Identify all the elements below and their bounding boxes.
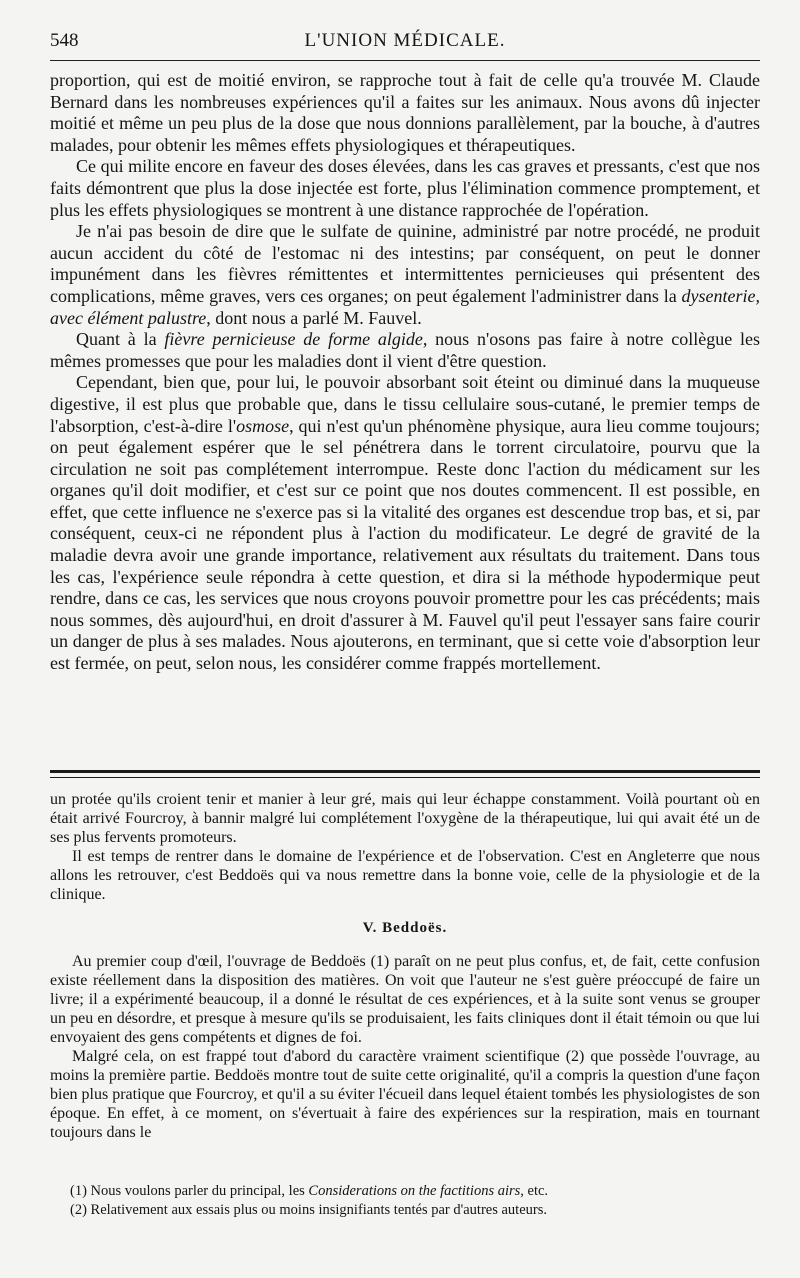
footnote-1: (1) Nous voulons parler du principal, les Considerations on the factitions airs, etc. — [70, 1183, 549, 1199]
page-number: 548 — [50, 30, 79, 51]
paragraph: Ce qui milite encore en faveur des doses élevées, dans les cas graves et pressants, c'est que nos faits démontrent que plus la dose injectée est forte, plus l'élimination commence promptement, et plus les effets physiologiques se montrent à une distance rapprochée de l'opération. — [50, 156, 760, 220]
paragraph: Quant à la fièvre pernicieuse de forme algide, nous n'osons pas faire à notre collègue les mêmes promesses que pour les maladies dont il vient d'être question. — [50, 329, 760, 371]
footnote-2: (2) Relativement aux essais plus ou moins insignifiants tentés par d'autres auteurs. — [70, 1202, 547, 1218]
running-header — [50, 28, 760, 62]
paragraph: Au premier coup d'œil, l'ouvrage de Beddoës (1) paraît on ne peut plus confus, et, de fait, cette confusion existe réellement dans la disposition des matières. On voit que l'auteur ne s'est guère préoccupé de faire un livre; il a expérimenté beaucoup, il a donné le résultat de ces expériences, et à la suite sont venus se grouper un peu en désordre, et presque à mesure qu'ils se produisaient, les faits cliniques dont il était témoin ou que lui envoyaient des gens compétents et dignes de foi. — [50, 953, 760, 1046]
section-separator-thin — [50, 777, 760, 778]
paragraph: Il est temps de rentrer dans le domaine de l'expérience et de l'observation. C'est en Angleterre que nous allons les retrouver, c'est Beddoës qui va nous remettre dans la bonne voie, celle de la physiologie et de la clinique. — [50, 848, 760, 903]
article-continuation — [50, 70, 760, 675]
header-rule — [50, 60, 760, 61]
paragraph: proportion, qui est de moitié environ, se rapproche tout à fait de celle qu'a trouvée M. Claude Bernard dans les nombreuses expériences qu'il a faites sur les animaux. Nous avons dû injecter moitié et même un peu plus de la dose que nous donnions parallèlement, par la bouche, à d'autres malades, pour obtenir les mêmes effets physiologiques et thérapeutiques. — [50, 70, 760, 155]
footnotes — [70, 1182, 760, 1220]
section-separator — [50, 770, 760, 773]
running-title: L'UNION MÉDICALE. — [304, 30, 506, 51]
paragraph: Cependant, bien que, pour lui, le pouvoir absorbant soit éteint ou diminué dans la muqueuse digestive, il est plus que probable que, dans le tissu cellulaire sous-cutané, le premier temps de l'absorption, c'est-à-dire l'osmose, qui n'est qu'un phénomène physique, aura lieu comme toujours; on peut également espérer que le sel pénétrera dans le torrent circulatoire, pourvu que la circulation ne soit pas complétement interrompue. Reste donc l'action du médicament sur les organes qu'il doit modifier, et c'est sur ce point que nos doutes commencent. Il est possible, en effet, que cette influence ne s'exerce pas si la vitalité des organes est descendue trop bas, et si, par conséquent, ceux-ci ne répondent plus à l'action du modificateur. Le degré de gravité de la maladie devra avoir une grande importance, relativement aux résultats du traitement. Dans tous les cas, l'expérience seule répondra à cette question, et dira si la méthode hypodermique peut rendre, dans ce cas, les services que nous croyons pouvoir promettre pour les cas précédents; mais nous sommes, dès aujourd'hui, en droit d'assurer à M. Fauvel qu'il peut l'essayer sans faire courir un danger de plus à ses malades. Nous ajouterons, en terminant, que si cette voie d'absorption leur est fermée, on peut, selon nous, les considérer comme frappés mortellement. — [50, 372, 760, 674]
paragraph: Je n'ai pas besoin de dire que le sulfate de quinine, administré par notre procédé, ne produit aucun accident du côté de l'estomac ni des intestins; par conséquent, on peut le donner impunément dans les fièvres rémittentes et intermittentes pernicieuses qui présentent des complications, même graves, vers ces organes; on peut également l'administrer dans la dysenterie, avec élément palustre, dont nous a parlé M. Fauvel. — [50, 221, 760, 328]
paragraph: un protée qu'ils croient tenir et manier à leur gré, mais qui leur échappe constamment. Voilà pourtant où en était arrivé Fourcroy, à bannir malgré lui complétement l'oxygène de la thérapeutique, lui qui avait été un de ses plus fervents promoteurs. — [50, 791, 760, 846]
section-heading: V. Beddoës. — [362, 920, 448, 936]
feuilleton-text — [50, 790, 760, 1142]
paragraph: Malgré cela, on est frappé tout d'abord du caractère vraiment scientifique (2) que possède l'ouvrage, au moins la première partie. Beddoës montre tout de suite cette originalité, qu'il a compris la question d'une façon bien plus pratique que Fourcroy, et qu'il a su éviter l'écueil dans lequel étaient tombés les physiologistes de son époque. En effet, à ce moment, on s'évertuait à faire des expériences sur la respiration, mais en tournant toujours dans le — [50, 1048, 760, 1141]
